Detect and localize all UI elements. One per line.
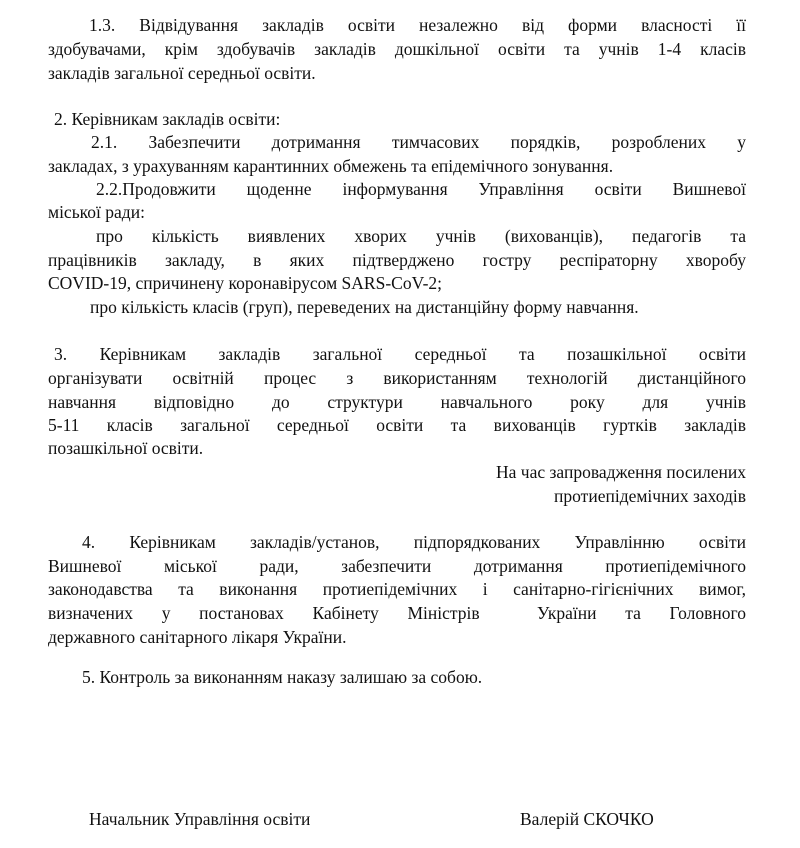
bullet-sick-line-2: працівників закладу, в яких підтверджено гостру респіраторну хворобу bbox=[48, 250, 746, 270]
term-line-1: На час запровадження посилених bbox=[496, 462, 746, 482]
item-4-line-2: Вишневої міської ради, забезпечити дотримання протиепідемічного bbox=[48, 556, 746, 576]
item-4-line-5: державного санітарного лікаря України. bbox=[48, 627, 347, 647]
signature-name: Валерій СКОЧКО bbox=[520, 809, 654, 829]
item-4-line-3: законодавства та виконання протиепідемічних і санітарно-гігієнічних вимог, bbox=[48, 579, 746, 599]
bullet-classes: про кількість класів (груп), переведених на дистанційну форму навчання. bbox=[90, 297, 639, 317]
item-2-2-line-1: 2.2.Продовжити щоденне інформування Управління освіти Вишневої bbox=[96, 179, 746, 199]
item-1-3-line-1: 1.3. Відвідування закладів освіти незалежно від форми власності її bbox=[89, 15, 746, 35]
item-3-line-4: 5-11 класів загальної середньої освіти та вихованців гуртків закладів bbox=[48, 415, 746, 435]
term-line-2: протиепідемічних заходів bbox=[554, 486, 746, 506]
item-4-line-1: 4. Керівникам закладів/установ, підпорядкованих Управлінню освіти bbox=[82, 532, 746, 552]
item-1-3-line-2: здобувачами, крім здобувачів закладів дошкільної освіти та учнів 1-4 класів bbox=[48, 39, 746, 59]
item-3-line-2: організувати освітній процес з використанням технологій дистанційного bbox=[48, 368, 746, 388]
signature-position: Начальник Управління освіти bbox=[89, 809, 311, 829]
bullet-sick-line-1: про кількість виявлених хворих учнів (вихованців), педагогів та bbox=[96, 226, 746, 246]
item-1-3-line-3: закладів загальної середньої освіти. bbox=[48, 63, 316, 83]
item-3-line-5: позашкільної освіти. bbox=[48, 438, 204, 458]
item-5: 5. Контроль за виконанням наказу залишаю за собою. bbox=[82, 667, 483, 687]
item-2-heading: 2. Керівникам закладів освіти: bbox=[54, 109, 281, 129]
item-4-line-4: визначених у постановах Кабінету Міністрів України та Головного bbox=[48, 603, 746, 623]
item-3-line-1: 3. Керівникам закладів загальної середньої та позашкільної освіти bbox=[54, 344, 746, 364]
bullet-sick-line-3: COVID-19, спричинену коронавірусом SARS-CoV-2; bbox=[48, 273, 443, 293]
item-2-1-line-2: закладах, з урахуванням карантинних обмежень та епідемічного зонування. bbox=[48, 156, 614, 176]
item-2-2-line-2: міської ради: bbox=[48, 202, 145, 222]
item-2-1-line-1: 2.1. Забезпечити дотримання тимчасових порядків, розроблених у bbox=[91, 132, 746, 152]
item-3-line-3: навчання відповідно до структури навчального року для учнів bbox=[48, 392, 746, 412]
